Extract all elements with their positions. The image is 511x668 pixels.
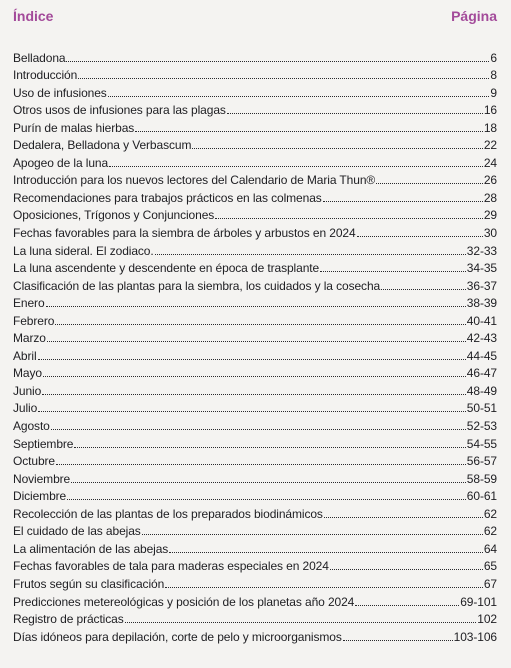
dot-leader xyxy=(66,61,489,62)
toc-entry-title: Fechas favorables para la siembra de árboles y arbustos en 2024 xyxy=(13,226,356,241)
dot-leader xyxy=(71,482,466,483)
toc-entry-page: 69-101 xyxy=(460,594,497,609)
toc-entry-title: Uso de infusiones xyxy=(13,85,107,100)
toc-entry-page: 64 xyxy=(483,541,497,556)
toc-entry-page: 24 xyxy=(483,155,497,170)
toc-entry xyxy=(13,451,497,469)
toc-entry xyxy=(13,380,497,398)
toc-entry-title: Días idóneos para depilación, corte de pelo y microorganismos xyxy=(13,629,342,644)
dot-leader xyxy=(192,148,483,149)
toc-entry-title: Apogeo de la luna xyxy=(13,155,109,170)
dot-leader xyxy=(56,464,466,465)
toc-entry-title: La luna sideral. El zodiaco. xyxy=(13,243,154,258)
dot-leader xyxy=(42,394,466,395)
toc-entry-page: 65 xyxy=(483,559,497,574)
toc-entry-title: Otros usos de infusiones para las plagas xyxy=(13,103,226,118)
toc-entry xyxy=(13,187,497,205)
toc-entry xyxy=(13,486,497,504)
toc-entry-page: 18 xyxy=(483,120,497,135)
toc-entry-title: Agosto xyxy=(13,419,50,434)
dot-leader xyxy=(215,218,483,219)
toc-entry xyxy=(13,503,497,521)
dot-leader xyxy=(355,605,459,606)
dot-leader xyxy=(165,587,483,588)
toc-entry-title: La luna ascendente y descendente en época de trasplante xyxy=(13,261,320,276)
dot-leader xyxy=(51,429,466,430)
dot-leader xyxy=(67,499,466,500)
dot-leader xyxy=(155,254,466,255)
toc-entry xyxy=(13,117,497,135)
toc-entry-page: 52-53 xyxy=(466,419,497,434)
dot-leader xyxy=(376,183,483,184)
toc-entry xyxy=(13,538,497,556)
toc-entry xyxy=(13,135,497,153)
dot-leader xyxy=(108,96,490,97)
toc-entry xyxy=(13,345,497,363)
toc-entry-title: Recomendaciones para trabajos prácticos en las colmenas xyxy=(13,190,322,205)
dot-leader xyxy=(357,236,483,237)
toc-entry xyxy=(13,363,497,381)
toc-entry-page: 62 xyxy=(483,506,497,521)
toc-entry-page: 46-47 xyxy=(466,366,497,381)
toc-entry-page: 54-55 xyxy=(466,436,497,451)
dot-leader xyxy=(142,534,483,535)
toc-entry-page: 67 xyxy=(483,576,497,591)
toc-entry-title: Dedalera, Belladona y Verbascum xyxy=(13,138,192,153)
dot-leader xyxy=(381,289,466,290)
dot-leader xyxy=(324,517,483,518)
toc-entry-title: Noviembre xyxy=(13,471,71,486)
toc-entry-title: El cuidado de las abejas xyxy=(13,524,141,539)
toc-entry xyxy=(13,205,497,223)
toc-entry-page: 9 xyxy=(490,85,497,100)
toc-entry-title: Introducción xyxy=(13,68,78,83)
toc-entry xyxy=(13,240,497,258)
toc-entry xyxy=(13,65,497,83)
toc-entry xyxy=(13,591,497,609)
toc-entry-title: Frutos según su clasificación xyxy=(13,576,165,591)
toc-entry-page: 28 xyxy=(483,190,497,205)
dot-leader xyxy=(38,359,466,360)
toc-entry xyxy=(13,573,497,591)
toc-entry-page: 26 xyxy=(483,173,497,188)
toc-entry-page: 34-35 xyxy=(466,261,497,276)
toc-entry-title: Octubre xyxy=(13,454,55,469)
toc-entry-page: 103-106 xyxy=(453,629,497,644)
dot-leader xyxy=(46,306,466,307)
toc-entry-title: La alimentación de las abejas xyxy=(13,541,169,556)
page-column-heading: Página xyxy=(451,8,497,24)
toc-entry-title: Fechas favorables de tala para maderas especiales en 2024 xyxy=(13,559,329,574)
toc-entry-page: 60-61 xyxy=(466,489,497,504)
toc-entry-page: 42-43 xyxy=(466,331,497,346)
toc-entry xyxy=(13,415,497,433)
toc-entry xyxy=(13,310,497,328)
toc-entry-title: Registro de prácticas xyxy=(13,612,124,627)
dot-leader xyxy=(330,569,483,570)
toc-entry-title: Introducción para los nuevos lectores del Calendario de Maria Thun® xyxy=(13,173,376,188)
dot-leader xyxy=(47,341,466,342)
toc-entry xyxy=(13,170,497,188)
toc-entry-title: Mayo xyxy=(13,366,42,381)
toc-entry-page: 44-45 xyxy=(466,348,497,363)
toc-entry xyxy=(13,328,497,346)
dot-leader xyxy=(135,131,483,132)
dot-leader xyxy=(227,113,483,114)
toc-entry-page: 56-57 xyxy=(466,454,497,469)
toc-entry-page: 62 xyxy=(483,524,497,539)
dot-leader xyxy=(109,166,483,167)
toc-entry xyxy=(13,293,497,311)
toc-entry xyxy=(13,468,497,486)
toc-entry-title: Julio xyxy=(13,401,38,416)
toc-entry xyxy=(13,556,497,574)
toc-entry-title: Recolección de las plantas de los preparados biodinámicos xyxy=(13,506,323,521)
toc-entry-title: Junio xyxy=(13,383,42,398)
toc-entry-title: Diciembre xyxy=(13,489,67,504)
dot-leader xyxy=(343,640,453,641)
toc-entry-title: Oposiciones, Trígonos y Conjunciones xyxy=(13,208,215,223)
toc-entry xyxy=(13,47,497,65)
toc-entry-page: 6 xyxy=(490,50,497,65)
toc-entry-page: 32-33 xyxy=(466,243,497,258)
toc-entry-title: Purín de malas hierbas xyxy=(13,120,135,135)
toc-entry xyxy=(13,433,497,451)
toc-header xyxy=(13,8,497,28)
toc-entry xyxy=(13,82,497,100)
toc-entry-title: Belladona xyxy=(13,50,66,65)
toc-entry-title: Abril xyxy=(13,348,37,363)
index-heading: Índice xyxy=(13,8,54,24)
toc-entry-page: 48-49 xyxy=(466,383,497,398)
toc-entry-title: Enero xyxy=(13,296,45,311)
toc-entry-page: 29 xyxy=(483,208,497,223)
toc-entry-title: Marzo xyxy=(13,331,46,346)
dot-leader xyxy=(55,324,465,325)
toc-entry-title: Septiembre xyxy=(13,436,74,451)
toc-entry-title: Febrero xyxy=(13,313,55,328)
dot-leader xyxy=(125,622,477,623)
dot-leader xyxy=(323,201,483,202)
toc-entry xyxy=(13,222,497,240)
toc-entry xyxy=(13,275,497,293)
toc-entry xyxy=(13,398,497,416)
toc-entry-page: 36-37 xyxy=(466,278,497,293)
toc-entry xyxy=(13,521,497,539)
toc-entry-page: 38-39 xyxy=(466,296,497,311)
table-of-contents xyxy=(13,47,497,644)
toc-entry-page: 16 xyxy=(483,103,497,118)
toc-entry-page: 58-59 xyxy=(466,471,497,486)
toc-entry xyxy=(13,609,497,627)
toc-entry-title: Predicciones metereológicas y posición de los planetas año 2024 xyxy=(13,594,355,609)
dot-leader xyxy=(43,376,466,377)
dot-leader xyxy=(38,411,466,412)
toc-entry-page: 8 xyxy=(490,68,497,83)
toc-entry xyxy=(13,152,497,170)
toc-entry-title: Clasificación de las plantas para la siembra, los cuidados y la cosecha xyxy=(13,278,381,293)
toc-entry-page: 40-41 xyxy=(466,313,497,328)
toc-entry-page: 102 xyxy=(477,612,497,627)
toc-entry-page: 22 xyxy=(483,138,497,153)
toc-entry xyxy=(13,626,497,644)
toc-entry xyxy=(13,100,497,118)
toc-entry-page: 50-51 xyxy=(466,401,497,416)
dot-leader xyxy=(74,447,465,448)
dot-leader xyxy=(169,552,483,553)
dot-leader xyxy=(320,271,466,272)
toc-entry-page: 30 xyxy=(483,226,497,241)
dot-leader xyxy=(78,78,489,79)
toc-entry xyxy=(13,258,497,276)
